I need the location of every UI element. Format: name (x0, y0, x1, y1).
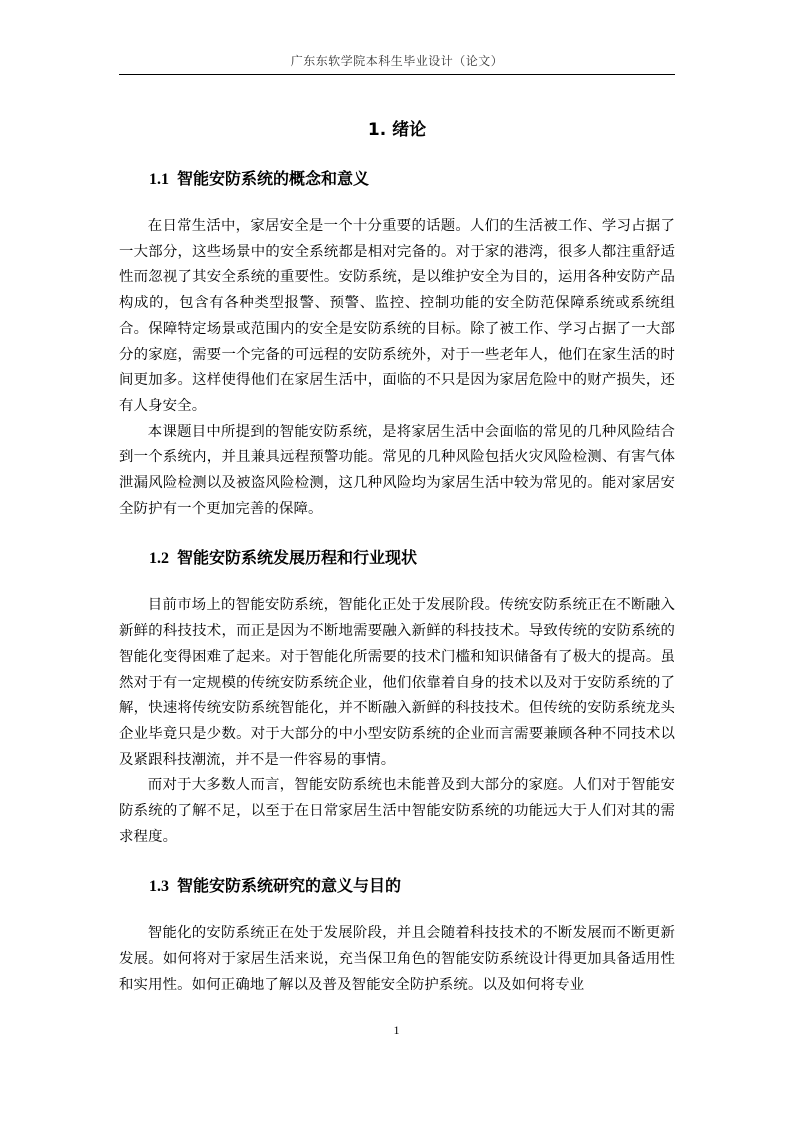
section-heading-1-2 (119, 544, 675, 573)
page-header (119, 50, 675, 75)
paragraph: 而对于大多数人而言，智能安防系统也未能普及到大部分的家庭。人们对于智能安防系统的了解不足，以至于在日常家居生活中智能安防系统的功能远大于人们对其的需求程度。 (119, 777, 675, 845)
chapter-title: 1. 绪论 (367, 120, 427, 140)
section-number: 1.3 (149, 878, 169, 896)
section-title: 智能安防系统研究的意义与目的 (177, 876, 402, 896)
section-number: 1.1 (149, 171, 169, 188)
paragraph: 目前市场上的智能安防系统，智能化正处于发展阶段。传统安防系统正在不断融入新鲜的科技技术，而正是因为不断地需要融入新鲜的科技技术。导致传统的安防系统的智能化变得困难了起来。对于智能化所需要的技术门槛和知识储备有了极大的提高。虽然对于有一定规模的传统安防系统企业，他们依靠着自身的技术以及对于安防系统的了解，快速将传统安防系统智能化，并不断融入新鲜的科技技术。但传统的安防系统龙头企业毕竟只是少数。对于大部分的中小型安防系统的企业而言需要兼顾各种不同技术以及紧跟科技潮流，并不是一件容易的事情。 (119, 597, 675, 768)
paragraph: 智能化的安防系统正在处于发展阶段，并且会随着科技技术的不断发展而不断更新发展。如何将对于家居生活来说，充当保卫角色的智能安防系统设计得更加具备适用性和实用性。如何正确地了解以及普及智能安全防护系统。以及如何将专业 (119, 925, 675, 993)
section-heading-1-1 (119, 165, 675, 194)
header-text: 广东东软学院本科生毕业设计（论文） (290, 54, 504, 68)
section-title: 智能安防系统的概念和意义 (177, 169, 370, 188)
section-title: 智能安防系统发展历程和行业现状 (177, 548, 418, 568)
paragraph: 在日常生活中，家居安全是一个十分重要的话题。人们的生活被工作、学习占据了一大部分，这些场景中的安全系统都是相对完备的。对于家的港湾，很多人都注重舒适性而忽视了其安全系统的重要性。安防系统，是以维护安全为目的，运用各种安防产品构成的，包含有各种类型报警、预警、监控、控制功能的安全防范保障系统或系统组合。保障特定场景或范围内的安全是安防系统的目标。除了被工作、学习占据了一大部分的家庭，需要一个完备的可远程的安防系统外，对于一些老年人，他们在家生活的时间更加多。这样使得他们在家居生活中，面临的不只是因为家居危险中的财产损失，还有人身安全。 (119, 218, 675, 414)
page-number: 1 (393, 1023, 400, 1037)
paragraph: 本课题目中所提到的智能安防系统，是将家居生活中会面临的常见的几种风险结合到一个系统内，并且兼具远程预警功能。常见的几种风险包括火灾风险检测、有害气体泄漏风险检测以及被盗风险检测，这几种风险均为家居生活中较为常见的。能对家居安全防护有一个更加完善的保障。 (119, 423, 675, 517)
section-heading-1-3 (119, 872, 675, 901)
section-number: 1.2 (149, 550, 169, 568)
document-body (119, 103, 675, 999)
